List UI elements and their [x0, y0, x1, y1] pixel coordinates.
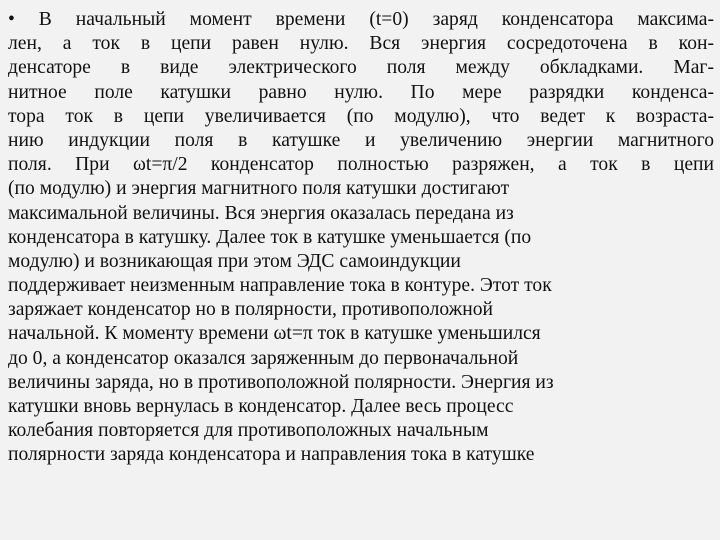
paragraph-line-3: денсаторе в виде электрического поля между обкладками. Маг-	[8, 57, 714, 79]
paragraph-line-7: поля. При ωt=π/2 конденсатор полностью разряжен, а ток в цепи	[8, 154, 714, 176]
paragraph-line-18: колебания повторяется для противоположных начальным	[8, 420, 489, 442]
paragraph-line-5: тора ток в цепи увеличивается (по модулю), что ведет к возраста-	[8, 105, 714, 127]
paragraph-line-14: начальной. К моменту времени ωt=π ток в катушке уменьшился	[8, 323, 541, 345]
body-paragraph	[8, 8, 714, 468]
paragraph-line-9: максимальной величины. Вся энергия оказалась передана из	[8, 202, 514, 224]
paragraph-line-6: нию индукции поля в катушке и увеличению энергии магнитного	[8, 129, 714, 151]
paragraph-line-17: катушки вновь вернулась в конденсатор. Далее весь процесс	[8, 396, 514, 417]
paragraph-line-16: величины заряда, но в противоположной полярности. Энергия из	[8, 371, 554, 393]
paragraph-line-10: конденсатора в катушку. Далее ток в катушке уменьшается (по	[8, 226, 532, 248]
paragraph-line-13: заряжает конденсатор но в полярности, противоположной	[8, 299, 493, 321]
paragraph-line-2: лен, а ток в цепи равен нулю. Вся энергия сосредоточена в кон-	[8, 33, 714, 55]
paragraph-line-1: • В начальный момент времени (t=0) заряд конденсатора максима-	[8, 9, 714, 30]
paragraph-line-15: до 0, а конденсатор оказался заряженным до первоначальной	[8, 347, 519, 369]
paragraph-line-4: нитное поле катушки равно нулю. По мере разрядки конденса-	[8, 81, 714, 103]
paragraph-line-8: (по модулю) и энергия магнитного поля катушки достигают	[8, 178, 510, 200]
paragraph-line-19: полярности заряда конденсатора и направления тока в катушке	[8, 444, 535, 466]
paragraph-line-11: модулю) и возникающая при этом ЭДС самоиндукции	[8, 250, 461, 272]
paragraph-line-12: поддерживает неизменным направление тока в контуре. Этот ток	[8, 275, 552, 297]
